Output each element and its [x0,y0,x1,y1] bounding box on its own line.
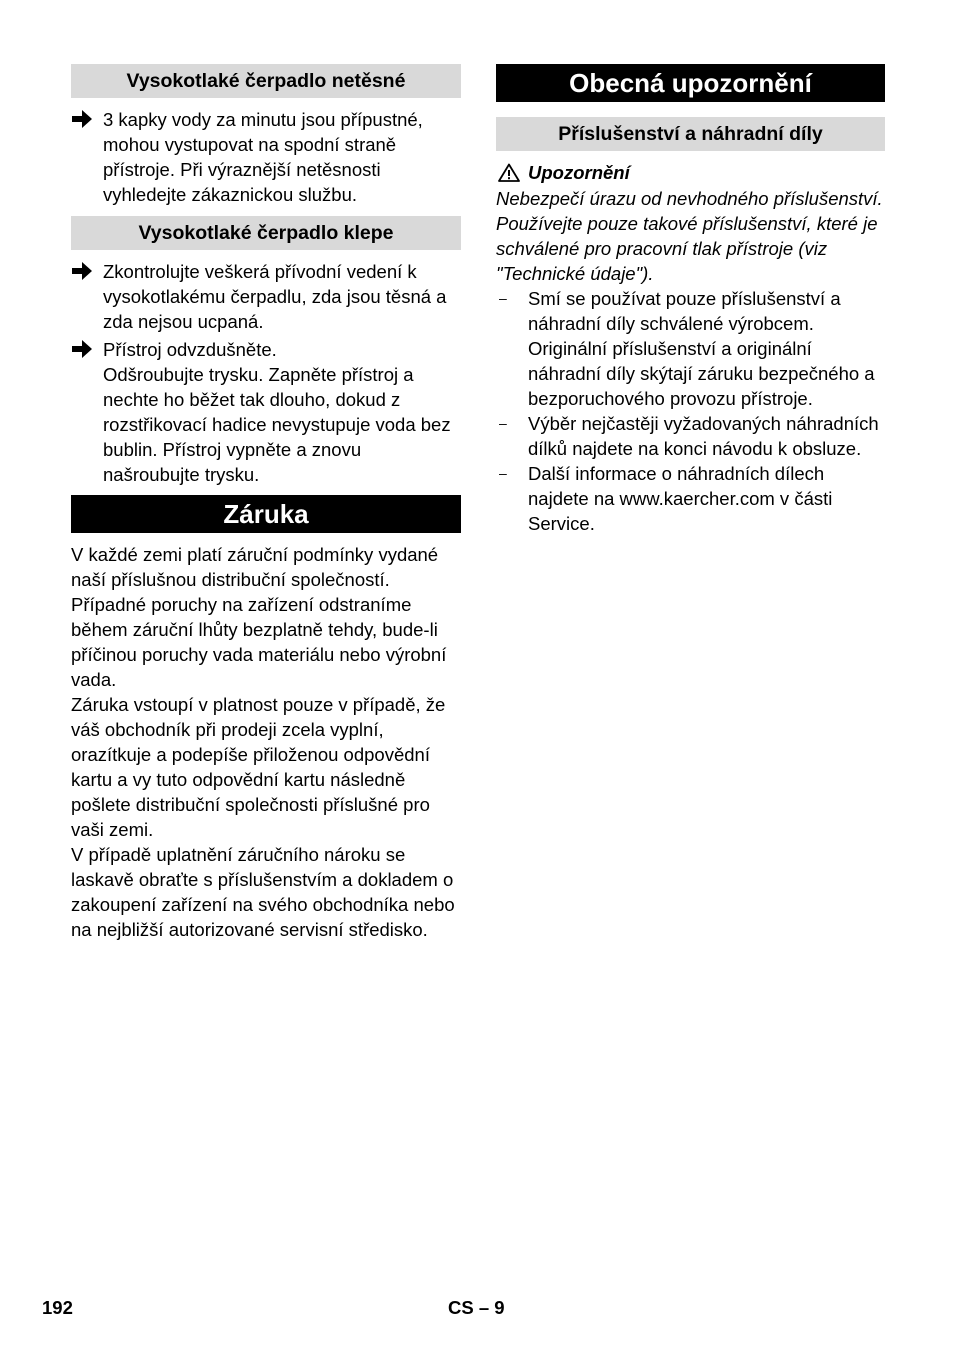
list-item: 3 kapky vody za minutu jsou přípustné, mohou vystupovat na spodní straně přístroje. Při výraznější netěsnosti vyhledejte zákaznickou službu. [71,107,461,207]
section-heading-pump-leaking: Vysokotlaké čerpadlo netěsné [71,64,461,98]
warning-heading: Upozornění [496,160,885,185]
section-heading-pump-knocking: Vysokotlaké čerpadlo klepe [71,216,461,250]
language-page-label: CS – 9 [448,1297,505,1318]
dash-marker: – [499,290,507,306]
page-number: 192 [42,1297,73,1318]
warranty-paragraph: V každé zemi platí záruční podmínky vydané naší příslušnou distribuční společností. Případné poruchy na zařízení odstraníme během záruční lhůty bezplatně tehdy, bude-li příčinou poruchy vada materiálu nebo výrobní vada. [71,544,447,690]
warning-text: Nebezpečí úrazu od nevhodného příslušenství. Používejte pouze takové příslušenství, které je schválené pro pracovní tlak přístroje (viz "Technické údaje"). [496,188,883,284]
list-item: Přístroj odvzdušněte. Odšroubujte trysku. Zapněte přístroj a nechte ho běžet tak dlouho, dokud z rozstřikovací hadice nevystupuje voda bez bublin. Přístroj vypněte a znovu našroubujte trysku. [71,337,461,487]
warranty-paragraph: Záruka vstoupí v platnost pouze v případě, že váš obchodník při prodeji zcela vyplní, orazítkuje a podepíše přiloženou odpovědní kartu a vy tuto odpovědní kartu následně pošlete distribuční společnosti příslušné pro vaši zemi. [71,694,446,840]
dash-marker: – [499,465,507,481]
warranty-paragraph: V případě uplatnění záručního nároku se laskavě obraťte s příslušenstvím a dokladem o zakoupení zařízení na svého obchodníka nebo na nejbližší autorizované servisní středisko. [71,844,455,940]
left-column [71,64,461,942]
list-item: – Další informace o náhradních dílech najdete na www.kaercher.com v části Service. [499,463,833,534]
section-heading-warranty: Záruka [71,495,461,533]
section-heading-general-notes: Obecná upozornění [496,64,885,102]
list-item: – Smí se používat pouze příslušenství a náhradní díly schválené výrobcem. Originální příslušenství a originální náhradní díly skýtají záruku bezpečného a bezporuchového provozu přístroje. [499,288,875,409]
arrow-right-icon [71,109,93,129]
list-item: – Výběr nejčastěji vyžadovaných náhradních dílků najdete na konci návodu k obsluze. [499,413,879,459]
arrow-right-icon [71,261,93,281]
section-heading-accessories: Příslušenství a náhradní díly [496,117,885,151]
right-column [496,64,885,536]
dash-marker: – [499,415,507,431]
arrow-right-icon [71,339,93,359]
list-item: Zkontrolujte veškerá přívodní vedení k vysokotlakému čerpadlu, zda jsou těsná a zda nejsou ucpaná. [71,259,461,334]
warning-triangle-icon [498,163,520,182]
